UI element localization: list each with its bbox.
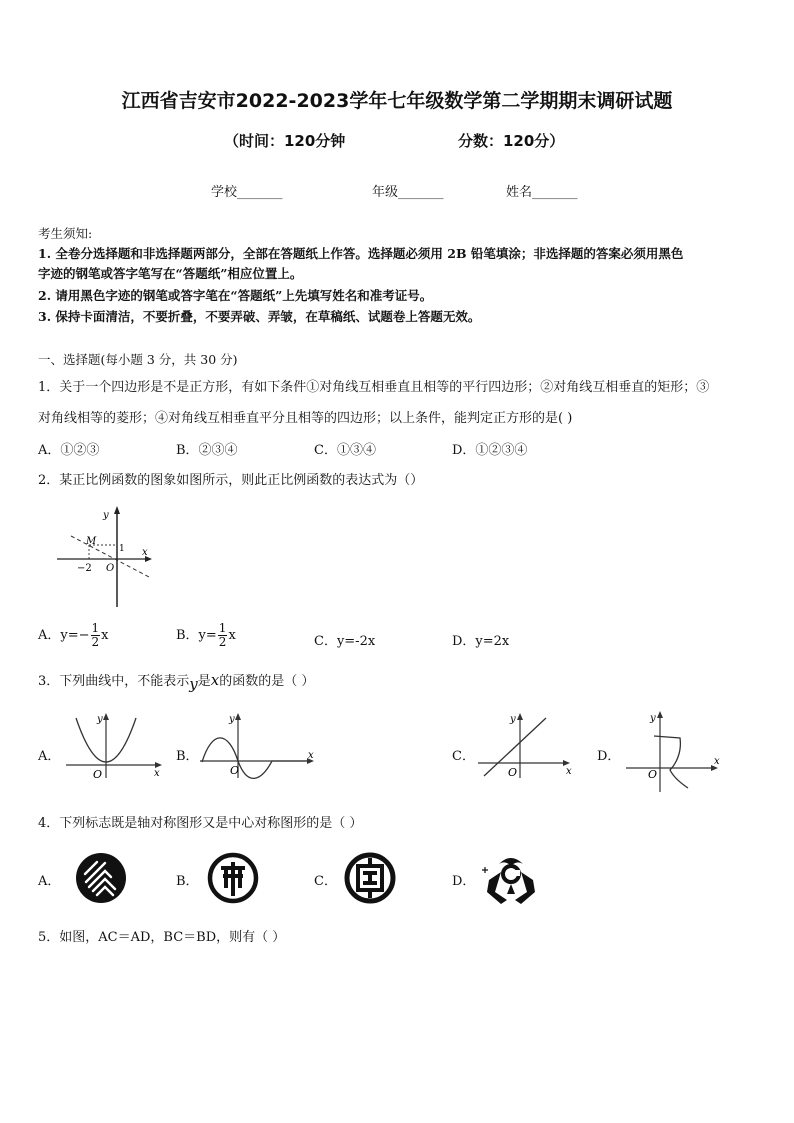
half-fraction [91,622,101,649]
name-field[interactable]: 姓名_______ [506,185,578,200]
q1-option-b[interactable]: B．②③④ [176,443,238,458]
q3a-x-label: x [154,768,160,779]
q3-stem [38,670,315,693]
page-title: 江西省吉安市2022-2023学年七年级数学第二学期期末调研试题 [121,90,673,112]
q3a-origin-label: O [93,768,103,781]
q2-option-b-suffix: x [228,628,236,643]
q3-var-y: y [189,675,198,693]
q3-graph-a [62,710,166,780]
q1-option-d[interactable]: D．①②③④ [452,443,528,458]
grade-field[interactable]: 年级_______ [372,185,444,200]
q3c-origin-label: O [508,766,518,779]
q1-option-a[interactable]: A．①②③ [38,443,100,458]
q2-option-a[interactable] [38,622,109,649]
q3-stem-part-b: 是 [197,674,211,689]
q4-option-d-label[interactable]: D． [452,874,476,889]
q2-graph-neg2-label: −2 [77,563,92,574]
notice-heading: 考生须知: [38,226,93,241]
q3b-x-label: x [308,750,314,761]
icbc-logo [344,852,396,904]
notice-line-2: 2. 请用黑色字迹的钢笔或答字笔在“答题纸”上先填写姓名和准考证号。 [38,288,433,303]
notice-line-1b: 字迹的钢笔或答字笔写在“答题纸”相应位置上。 [38,266,303,281]
q3-stem-part-c: 的函数的是（ ） [219,674,315,689]
q3d-x-label: x [714,756,720,767]
q3b-y-label: y [229,714,235,725]
china-mobile-logo [75,852,127,904]
bank-logo-d [479,850,543,906]
q3-var-x: x [210,671,220,689]
q2-graph-y-label: y [103,510,109,521]
q3b-origin-label: O [230,764,240,777]
q2-option-a-suffix: x [101,628,109,643]
q1-stem-line2: 对角线相等的菱形；④对角线互相垂直平分且相等的四边形；以上条件，能判定正方形的是( ) [38,411,573,426]
fraction-numerator: 1 [91,621,100,635]
q3-option-d-label[interactable]: D． [597,749,621,764]
q4-option-b-label[interactable]: B． [176,874,199,889]
q3d-origin-label: O [648,768,658,781]
notice-line-3: 3. 保持卡面清洁，不要折叠，不要弄破、弄皱，在草稿纸、试题卷上答题无效。 [38,309,481,324]
school-field[interactable]: 学校_______ [211,185,283,200]
q4-stem: 4．下列标志既是轴对称图形又是中心对称图形的是（ ） [38,816,363,831]
q3-graph-d [624,708,724,794]
half-fraction [218,622,228,649]
q2-option-b-prefix: B．y= [176,628,217,643]
q1-stem-line1: 1．关于一个四边形是不是正方形，有如下条件①对角线互相垂直且相等的平行四边形；②对角线互相垂直的矩形；③ [38,380,710,395]
q5-stem: 5．如图，AC＝AD，BC＝BD，则有（ ） [38,930,286,945]
q2-graph-one-label: 1 [119,544,125,554]
q4-option-c-label[interactable]: C． [314,874,337,889]
score-info: 分数：120分） [458,132,565,150]
q2-option-a-prefix: A．y=− [38,628,90,643]
q3-graph-b [198,710,320,780]
q2-option-c[interactable]: C．y=-2x [314,634,376,649]
q2-graph-origin-label: O [106,563,115,574]
q3-graph-c [476,710,576,780]
q3c-y-label: y [510,714,516,725]
q2-option-d[interactable]: D．y=2x [452,634,510,649]
section-heading: 一、选择题(每小题 3 分，共 30 分) [38,352,238,367]
fraction-numerator: 1 [218,621,227,635]
notice-line-1a: 1. 全卷分选择题和非选择题两部分，全部在答题纸上作答。选择题必须用 2B 铅笔填涂；非选择题的答案必须用黑色 [38,246,684,261]
q3-option-c-label[interactable]: C． [452,749,475,764]
q2-graph-x-label: x [142,547,148,558]
bank-logo-b [207,852,259,904]
q2-graph-m-label: M [86,536,97,547]
q3-option-b-label[interactable]: B． [176,749,199,764]
q3-stem-part-a: 3．下列曲线中，不能表示 [38,674,190,689]
fraction-denominator: 2 [91,635,100,649]
q3a-y-label: y [97,714,103,725]
q2-function-graph [55,505,155,608]
q2-option-b[interactable] [176,622,236,649]
q2-stem: 2．某正比例函数的图象如图所示，则此正比例函数的表达式为（） [38,473,424,488]
q3-option-a-label[interactable]: A． [38,749,61,764]
time-info: （时间：120分钟 [224,132,346,150]
q3c-x-label: x [566,766,572,777]
q3d-y-label: y [650,713,656,724]
fraction-denominator: 2 [218,635,227,649]
q4-option-a-label[interactable]: A． [38,874,61,889]
q1-option-c[interactable]: C．①③④ [314,443,376,458]
